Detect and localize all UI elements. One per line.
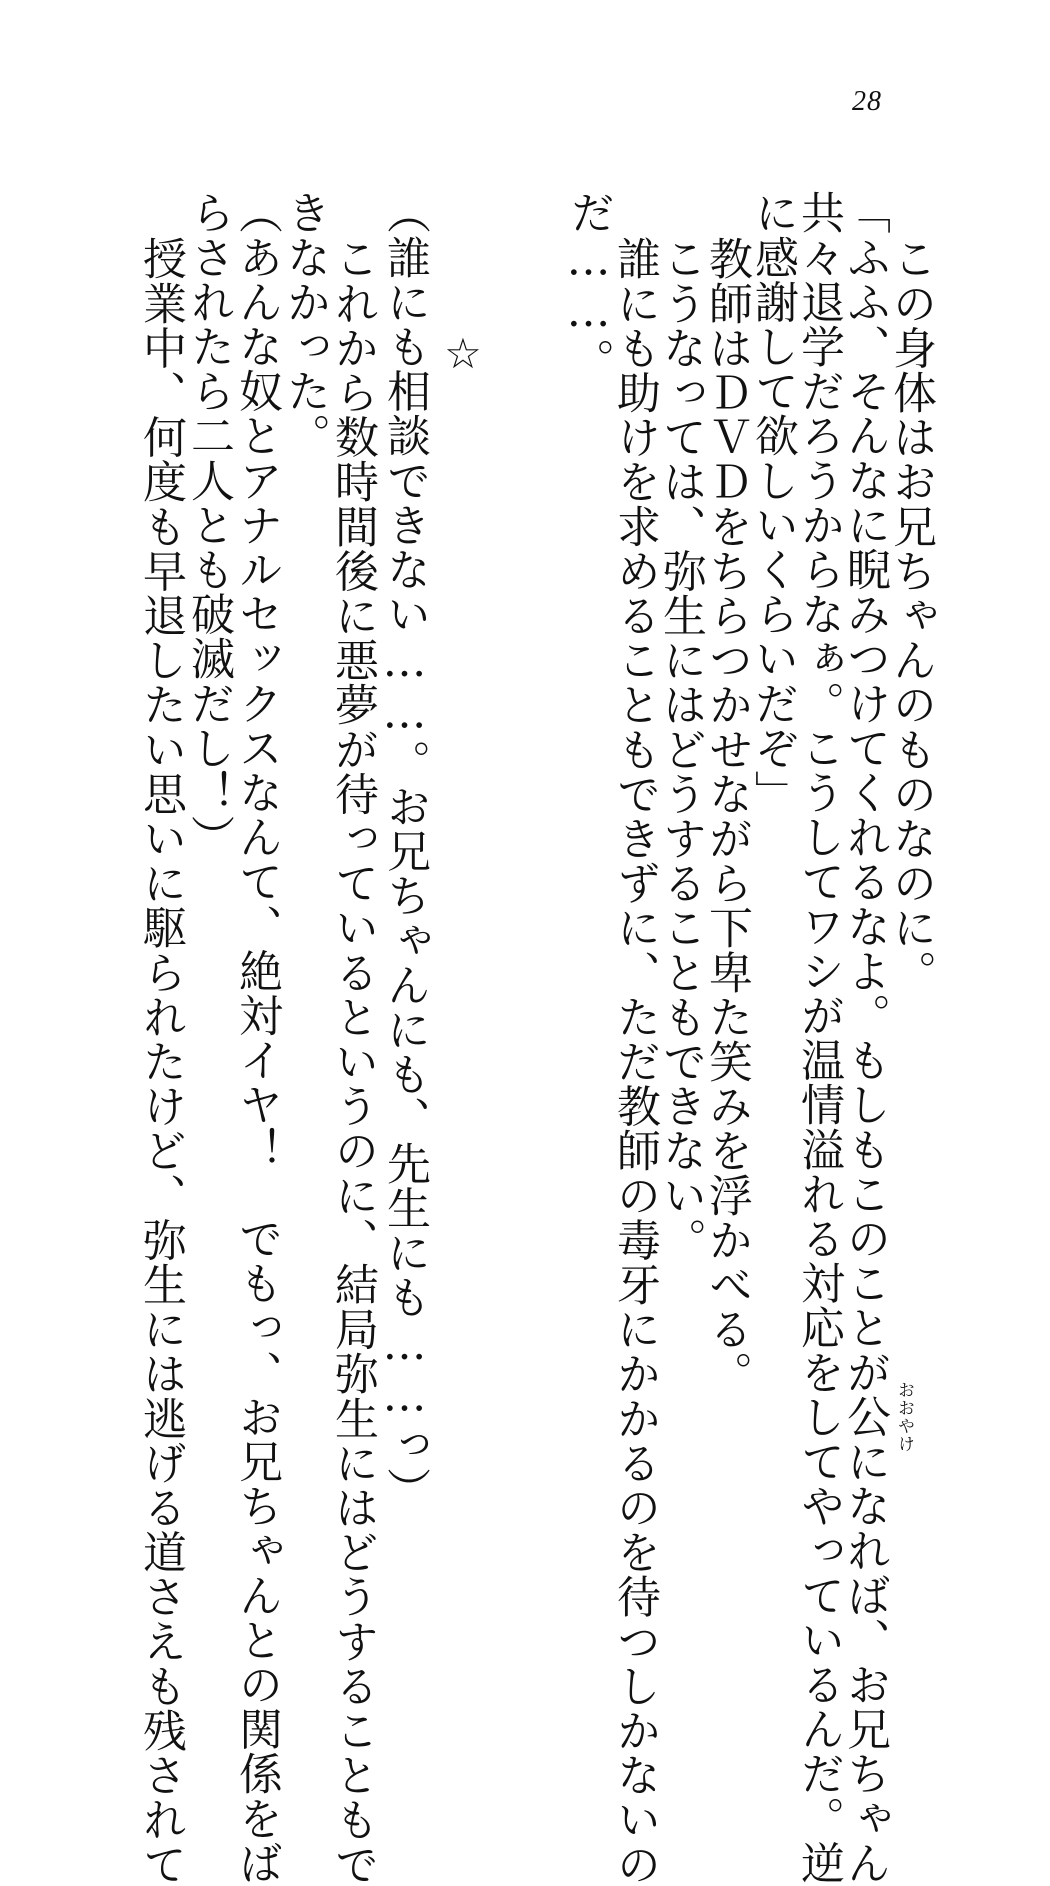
text-line-13: らされたら二人とも破滅だし！） [183, 190, 234, 859]
text-line-11: きなかった。 [279, 190, 330, 458]
ruby-word [839, 1380, 914, 1453]
text-line-2-after-ruby: になれば、お兄ちゃん [839, 1438, 890, 1885]
ruby-reading: おおやけ [894, 1380, 914, 1453]
text-line-2-before-ruby: 「ふふ、そんなに睨みつけてくれるなよ。もしもこのことが [839, 190, 890, 1395]
text-line-10: これから数時間後に悪夢が待っているというのに、結局弥生にはどうすることもで [327, 236, 378, 1886]
text-line-8: だ……。 [563, 190, 614, 383]
text-line-12: （あんな奴とアナルセックスなんて、絶対イヤ！ でもっ、お兄ちゃんとの関係をば [231, 190, 282, 1885]
ruby-base: 公 [839, 1394, 890, 1439]
text-line-9: （誰にも相談できない……。お兄ちゃんにも、先生にも……っ） [379, 190, 430, 1512]
text-line-6: こうなっては、弥生にはどうすることもできない。 [655, 236, 706, 1262]
scene-break-star: ☆ [444, 329, 482, 378]
text-line-3: 共々退学だろうからなぁ。こうしてワシが温情溢れる対応をしてやっているんだ。逆 [793, 190, 844, 1885]
page-number: 28 [852, 86, 882, 117]
text-line-14: 授業中、何度も早退したい思いに駆られたけど、弥生には逃げる道さえも残されて [135, 236, 186, 1886]
text-line-4: に感謝して欲しいくらいだぞ」 [747, 190, 798, 815]
text-line-5: 教師はＤＶＤをちらつかせながら下卑た笑みを浮かべる。 [701, 236, 752, 1396]
text-line-7: 誰にも助けを求めることもできずに、ただ教師の毒牙にかかるのを待つしかないの [609, 236, 660, 1886]
text-line-1: この身体はお兄ちゃんのものなのに。 [885, 236, 936, 995]
